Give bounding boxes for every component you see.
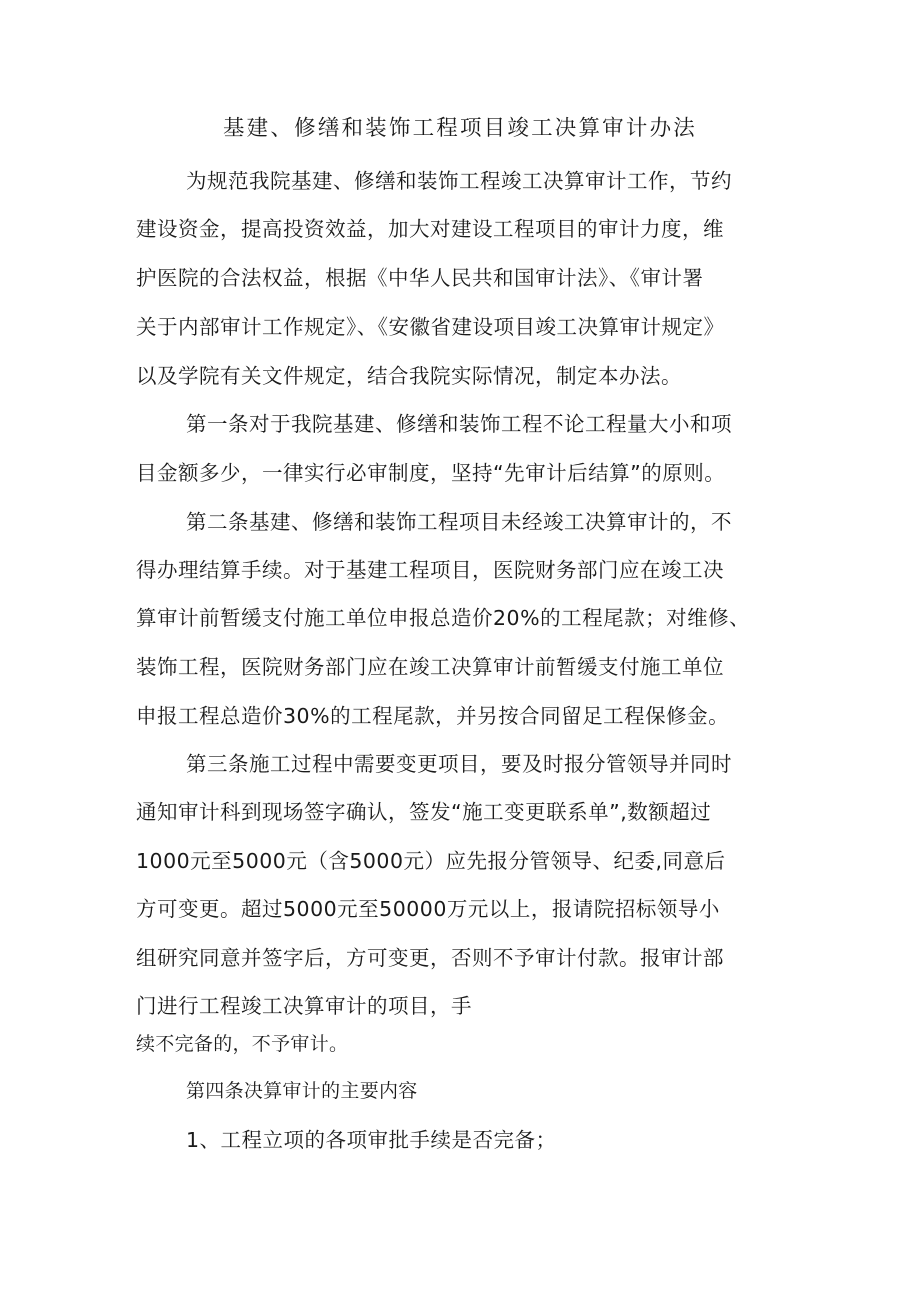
body-line: 建设资金，提高投资效益，加大对建设工程项目的审计力度，维	[136, 217, 724, 241]
article-3-line: 1000元至5000元（含5000元）应先报分管领导、纪委,同意后	[136, 849, 726, 873]
article-2-line: 算审计前暂缓支付施工单位申报总造价20%的工程尾款；对维修、	[136, 606, 751, 630]
article-2-line: 申报工程总造价30%的工程尾款，并另按合同留足工程保修金。	[136, 704, 730, 728]
article-2-line: 第二条基建、修缮和装饰工程项目未经竣工决算审计的，不	[186, 510, 732, 534]
document-title: 基建、修缮和装饰工程项目竣工决算审计办法	[222, 116, 697, 141]
article-3-line: 组研究同意并签字后，方可变更，否则不予审计付款。报审计部	[136, 946, 724, 970]
article-2-line: 装饰工程，医院财务部门应在竣工决算审计前暂缓支付施工单位	[136, 655, 724, 679]
article-3-line: 方可变更。超过5000元至50000万元以上，报请院招标领导小	[136, 897, 720, 921]
article-3-line: 门进行工程竣工决算审计的项目，手	[136, 994, 472, 1018]
article-4-heading: 第四条决算审计的主要内容	[186, 1080, 418, 1102]
body-line: 为规范我院基建、修缮和装饰工程竣工决算审计工作，节约	[186, 169, 732, 193]
article-1-line: 目金额多少，一律实行必审制度，坚持“先审计后结算”的原则。	[136, 461, 726, 485]
article-3-line: 第三条施工过程中需要变更项目，要及时报分管领导并同时	[186, 752, 732, 776]
body-line: 以及学院有关文件规定，结合我院实际情况，制定本办法。	[136, 364, 682, 388]
article-3-line: 通知审计科到现场签字确认，签发“施工变更联系单”,数额超过	[136, 800, 712, 824]
body-line: 关于内部审计工作规定》、《安徽省建设项目竣工决算审计规定》	[136, 315, 725, 339]
article-3-line: 续不完备的，不予审计。	[136, 1033, 349, 1055]
article-2-line: 得办理结算手续。对于基建工程项目，医院财务部门应在竣工决	[136, 558, 724, 582]
body-line: 护医院的合法权益，根据《中华人民共和国审计法》、《审计署	[136, 266, 704, 290]
article-1-line: 第一条对于我院基建、修缮和装饰工程不论工程量大小和项	[186, 412, 732, 436]
article-4-item-1: 1、工程立项的各项审批手续是否完备；	[186, 1128, 557, 1152]
